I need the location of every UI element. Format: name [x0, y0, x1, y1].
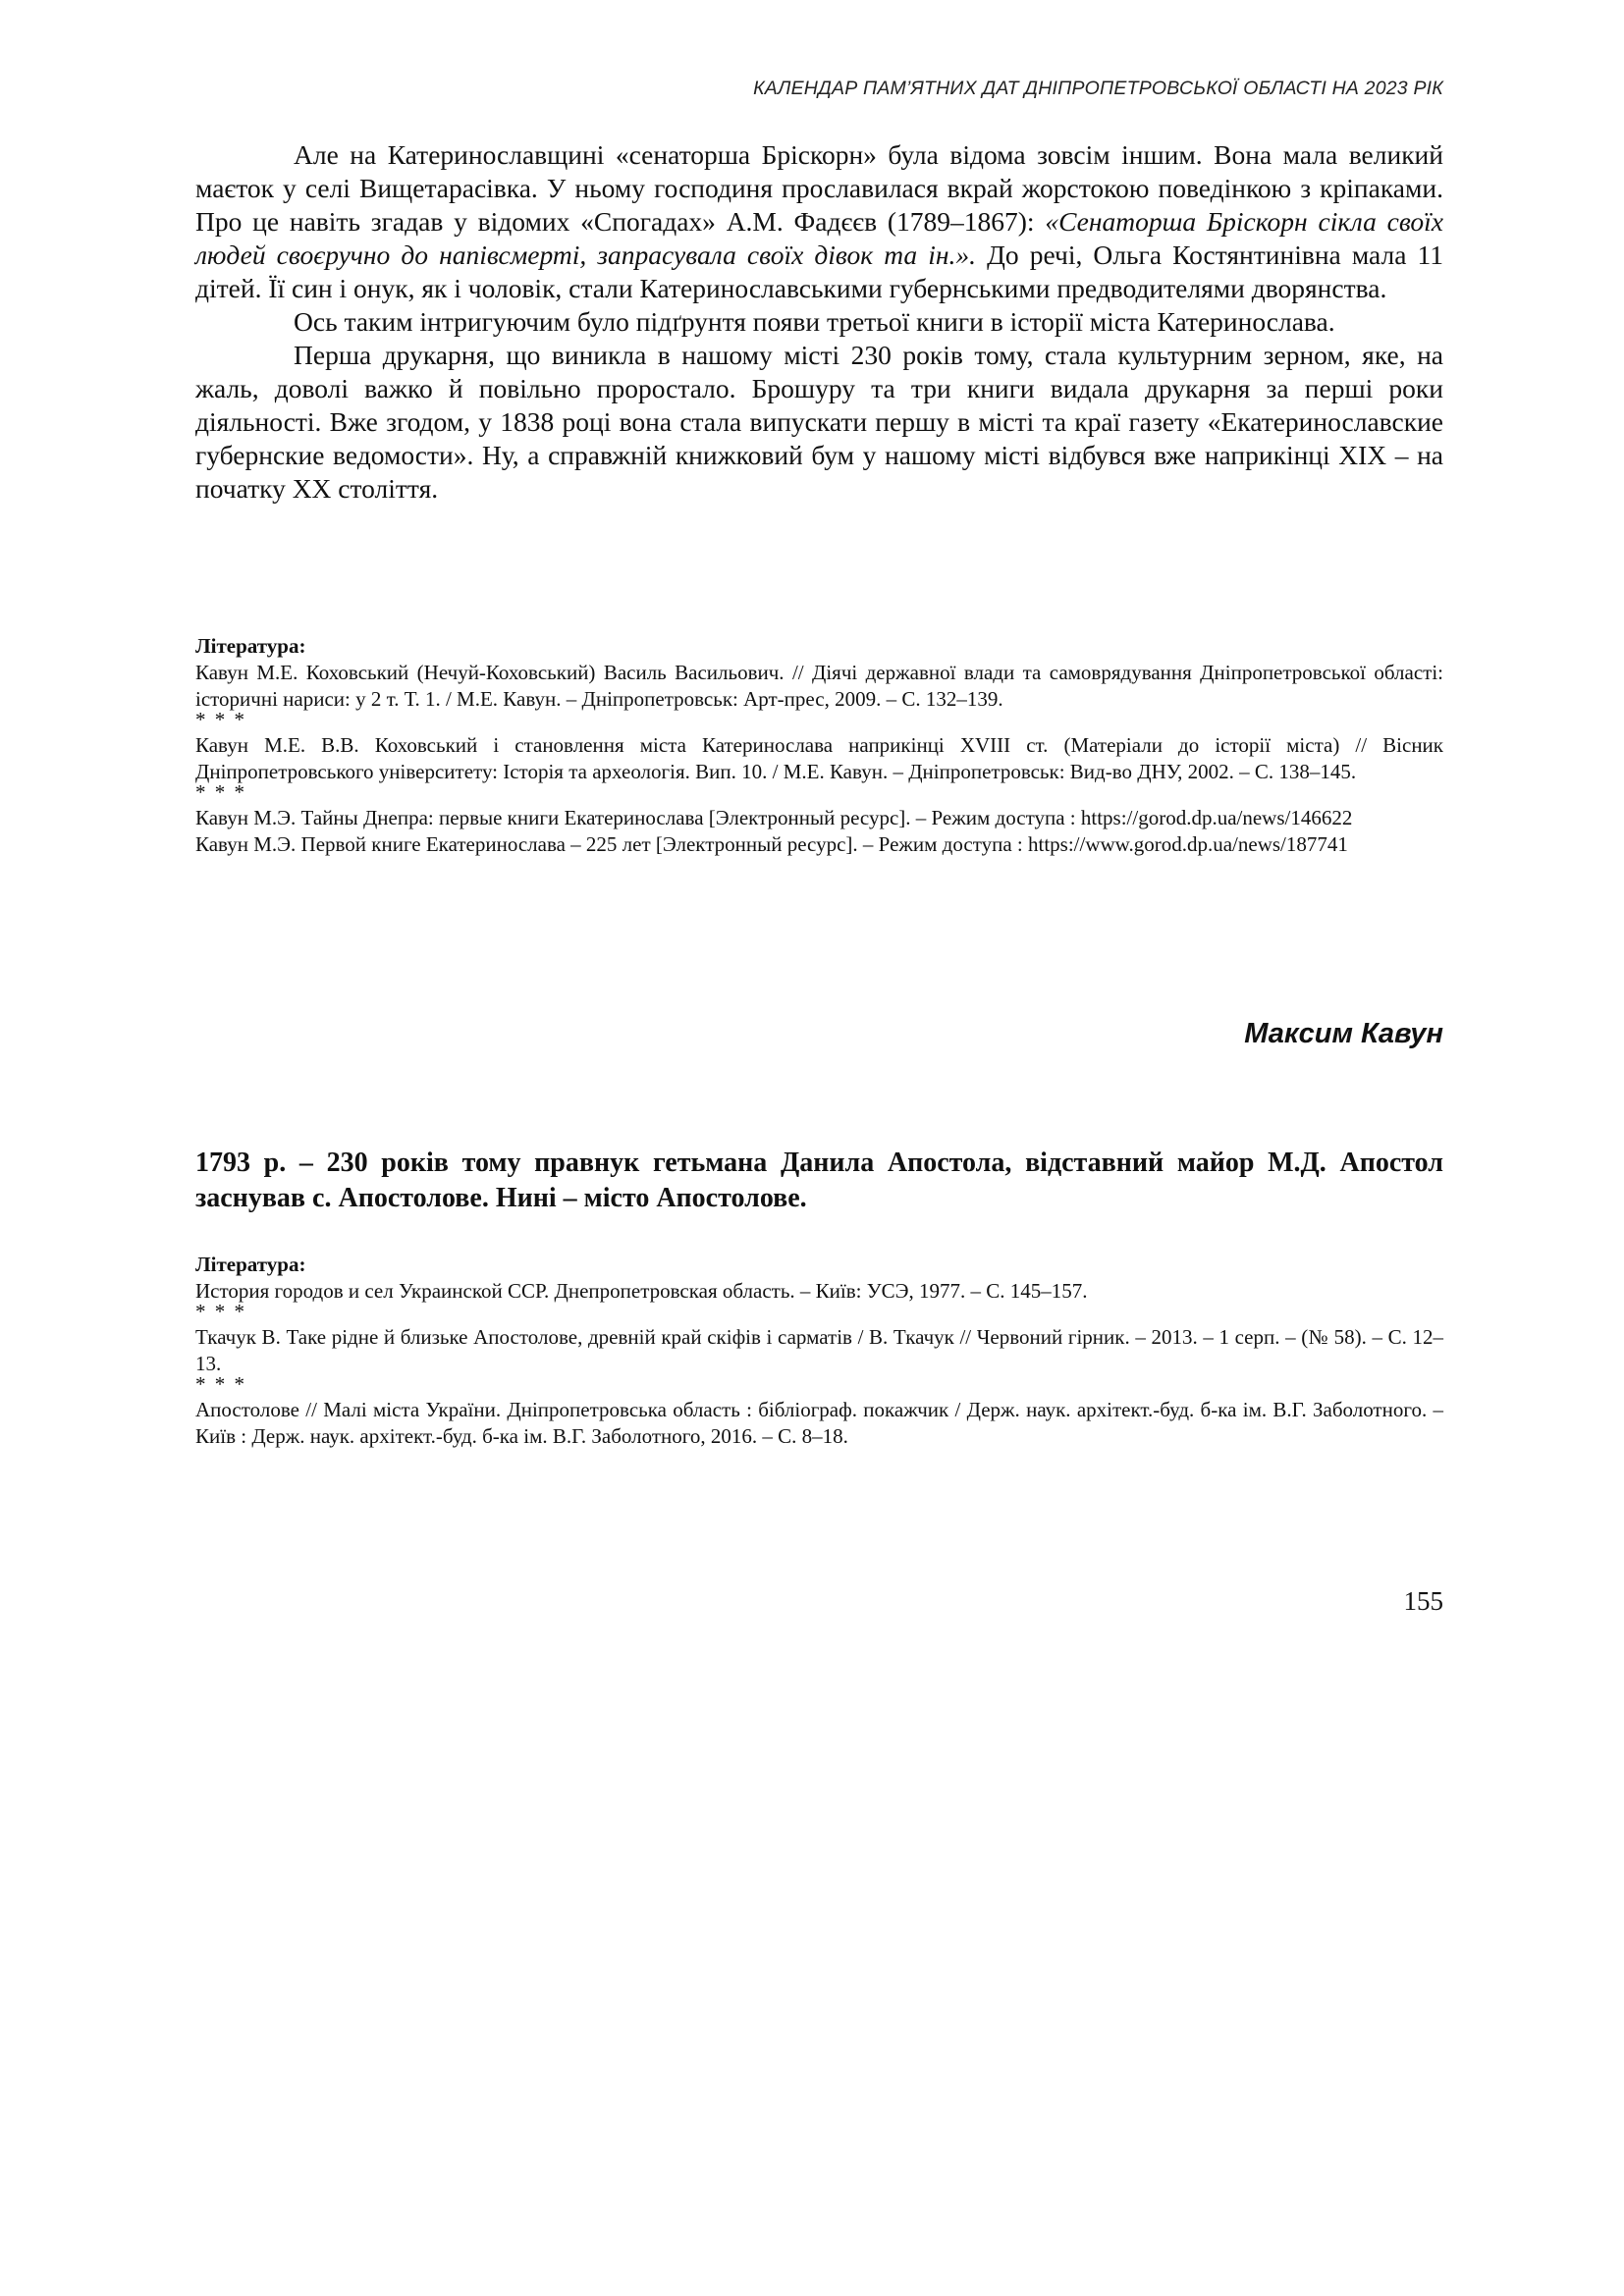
separator-stars: * * * — [195, 708, 246, 731]
literature-reference: Кавун М.Е. В.В. Коховський і становлення міста Катеринослава наприкінці XVIII ст. (Матеріали до історії міста) // Вісник Дніпропетровського університету: Історія та археологія. Вип. 10. / М.Е. Кавун. – Дніпропетровськ: Вид-во ДНУ, 2002. – С. 138–145. — [195, 733, 1443, 783]
article-paragraph: Перша друкарня, що виникла в нашому місті 230 років тому, стала культурним зерном, яке, на жаль, доволі важко й повільно проростало. Брошуру та три книги видала друкарня за перші роки діяльності. Вже згодом, у 1838 році вона стала випускати першу в місті та краї газету «Екатеринославские губернские ведомости». Ну, а справжній книжковий бум у нашому місті відбувся вже наприкінці ХІХ – на початку ХХ століття. — [195, 340, 1443, 504]
article-paragraph: Ось таким інтригуючим було підґрунтя появи третьої книги в історії міста Катеринослава. — [294, 306, 1335, 337]
literature-reference: История городов и сел Украинской ССР. Днепропетровская область. – Київ: УСЭ, 1977. – С. 145–157. — [195, 1279, 1088, 1303]
literature-heading: Література: — [195, 1253, 306, 1276]
literature-heading: Література: — [195, 634, 306, 658]
running-header: КАЛЕНДАР ПАМ’ЯТНИХ ДАТ ДНІПРОПЕТРОВСЬКОЇ ОБЛАСТІ НА 2023 РІК — [753, 78, 1443, 99]
page-number: 155 — [1403, 1586, 1443, 1616]
author-signature: Максим Кавун — [1244, 1018, 1443, 1049]
separator-stars: * * * — [195, 1300, 246, 1323]
literature-reference: Кавун М.Е. Коховський (Нечуй-Коховський) Василь Васильович. // Діячі державної влади та самоврядування Дніпропетровської області: історичні нариси: у 2 т. Т. 1. / М.Е. Кавун. – Дніпропетровськ: Арт-прес, 2009. – С. 132–139. — [195, 661, 1443, 711]
separator-stars: * * * — [195, 780, 246, 804]
literature-reference: Кавун М.Э. Первой книге Екатеринослава – 225 лет [Электронный ресурс]. – Режим доступа : https://www.gorod.dp.ua/news/187741 — [195, 832, 1348, 856]
article-paragraph — [195, 138, 1443, 305]
separator-stars: * * * — [195, 1372, 246, 1396]
literature-reference: Ткачук В. Таке рідне й близьке Апостолове, древній край скіфів і сарматів / В. Ткачук // Червоний гірник. – 2013. – 1 серп. – (№ 58). – С. 12–13. — [195, 1325, 1443, 1375]
literature-reference: Кавун М.Э. Тайны Днепра: первые книги Екатеринослава [Электронный ресурс]. – Режим доступа : https://gorod.dp.ua/news/146622 — [195, 806, 1353, 829]
literature-section — [195, 1252, 1443, 1450]
paragraph-text: До речі, Ольга Костянтинівна мала 11 дітей. Її син і онук, як і чоловік, стали Катеринославськими губернськими предводителями дворянства. — [195, 240, 1443, 303]
event-heading: 1793 р. – 230 років тому правнук гетьмана Данила Апостола, відставний майор М.Д. Апостол заснував с. Апостолове. Нині – місто Апостолове. — [195, 1148, 1443, 1213]
quotation: «Сенаторша Бріскорн сікла своїх людей своєручно до напівсмерті, запрасувала своїх дівок та ін.». — [195, 206, 1443, 270]
literature-reference: Апостолове // Малі міста України. Дніпропетровська область : бібліограф. покажчик / Держ. наук. архітект.-буд. б-ка ім. В.Г. Заболотного. – Київ : Держ. наук. архітект.-буд. б-ка ім. В.Г. Заболотного, 2016. – С. 8–18. — [195, 1398, 1443, 1448]
paragraph-text: Але на Катеринославщині «сенаторша Бріскорн» була відома зовсім іншим. Вона мала великий маєток у селі Вищетарасівка. У ньому господиня прославилася вкрай жорстокою поведінкою з кріпаками. Про це навіть згадав у відомих «Спогадах» А.М. Фадєєв (1789–1867): — [195, 139, 1443, 237]
literature-section — [195, 633, 1443, 858]
article-body — [195, 138, 1443, 506]
